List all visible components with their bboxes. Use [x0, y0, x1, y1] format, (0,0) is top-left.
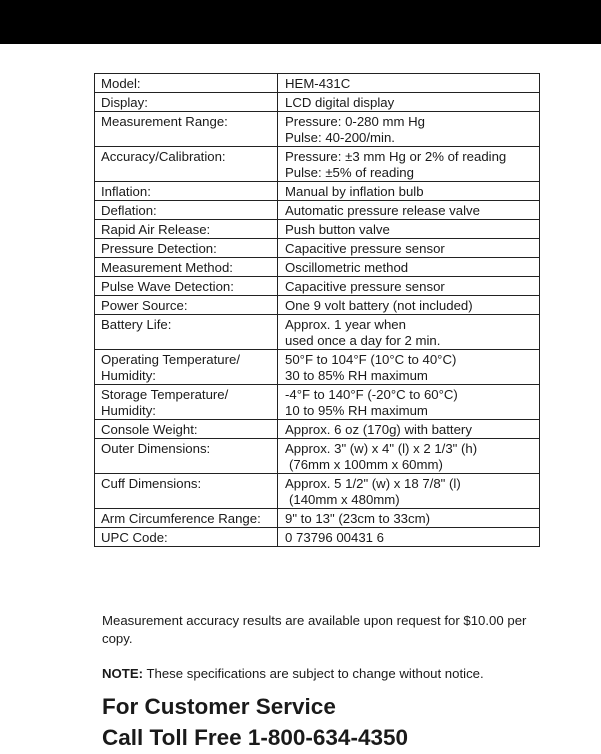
- spec-label: [95, 420, 278, 439]
- spec-row: [95, 182, 540, 201]
- spec-label: [95, 385, 278, 420]
- spec-label: [95, 112, 278, 147]
- spec-value: [278, 112, 540, 147]
- spec-value-line: 30 to 85% RH maximum: [285, 368, 428, 383]
- spec-label-line: Cuff Dimensions:: [101, 476, 202, 491]
- spec-value: [278, 74, 540, 93]
- spec-label-line: Display:: [101, 95, 148, 110]
- spec-label-line: Rapid Air Release:: [101, 222, 211, 237]
- spec-row: [95, 239, 540, 258]
- spec-row: [95, 258, 540, 277]
- spec-label-line: Measurement Method:: [101, 260, 233, 275]
- spec-value-line: 50°F to 104°F (10°C to 40°C): [285, 352, 457, 367]
- spec-value: [278, 528, 540, 547]
- spec-value: [278, 385, 540, 420]
- spec-value-line: Automatic pressure release valve: [285, 203, 480, 218]
- spec-label-line: Deflation:: [101, 203, 157, 218]
- spec-value-line: Approx. 1 year when: [285, 317, 406, 332]
- spec-label-line: Outer Dimensions:: [101, 441, 211, 456]
- spec-value-line: -4°F to 140°F (-20°C to 60°C): [285, 387, 458, 402]
- spec-value-line: Pressure: 0-280 mm Hg: [285, 114, 425, 129]
- spec-row: [95, 509, 540, 528]
- spec-label: [95, 315, 278, 350]
- top-black-bar: [0, 0, 601, 44]
- customer-service-phone: Call Toll Free 1-800-634-4350: [102, 725, 408, 750]
- spec-label: [95, 74, 278, 93]
- spec-label: [95, 296, 278, 315]
- spec-value: [278, 474, 540, 509]
- spec-value-line: used once a day for 2 min.: [285, 333, 441, 348]
- spec-row: [95, 474, 540, 509]
- spec-label: [95, 182, 278, 201]
- spec-value-line: Oscillometric method: [285, 260, 409, 275]
- spec-value-line: Pressure: ±3 mm Hg or 2% of reading: [285, 149, 507, 164]
- spec-label-line: Measurement Range:: [101, 114, 228, 129]
- spec-value-line: 9" to 13" (23cm to 33cm): [285, 511, 430, 526]
- spec-value: [278, 239, 540, 258]
- spec-label-line: Pressure Detection:: [101, 241, 217, 256]
- spec-value: [278, 258, 540, 277]
- spec-label: [95, 277, 278, 296]
- accuracy-note: Measurement accuracy results are available upon request for $10.00 per copy.: [102, 613, 527, 646]
- spec-label: [95, 528, 278, 547]
- spec-label-line: Arm Circumference Range:: [101, 511, 261, 526]
- spec-value-line: Capacitive pressure sensor: [285, 279, 445, 294]
- spec-label: [95, 474, 278, 509]
- spec-label-line: Accuracy/Calibration:: [101, 149, 226, 164]
- spec-value-line: One 9 volt battery (not included): [285, 298, 473, 313]
- spec-label: [95, 93, 278, 112]
- change-note: [102, 665, 484, 683]
- spec-label: [95, 239, 278, 258]
- spec-value-line: Pulse: ±5% of reading: [285, 165, 414, 180]
- spec-label-line: Inflation:: [101, 184, 151, 199]
- spec-row: [95, 93, 540, 112]
- spec-row: [95, 420, 540, 439]
- spec-row: [95, 220, 540, 239]
- spec-label-line: Console Weight:: [101, 422, 198, 437]
- spec-label: [95, 509, 278, 528]
- note-prefix: NOTE:: [102, 666, 144, 681]
- spec-value-line: LCD digital display: [285, 95, 395, 110]
- spec-row: [95, 385, 540, 420]
- spec-label: [95, 439, 278, 474]
- spec-label-line: Operating Temperature/: [101, 352, 241, 367]
- spec-label: [95, 201, 278, 220]
- spec-label-line: Storage Temperature/: [101, 387, 229, 402]
- customer-service-heading: For Customer Service: [102, 694, 336, 719]
- spec-value-line: Push button valve: [285, 222, 390, 237]
- spec-label: [95, 350, 278, 385]
- spec-value: [278, 220, 540, 239]
- spec-value: [278, 277, 540, 296]
- spec-label-line: Battery Life:: [101, 317, 172, 332]
- spec-row: [95, 315, 540, 350]
- spec-value: [278, 93, 540, 112]
- spec-value-line: 0 73796 00431 6: [285, 530, 385, 545]
- spec-row: [95, 74, 540, 93]
- spec-row: [95, 296, 540, 315]
- spec-value: [278, 296, 540, 315]
- spec-value-line: Approx. 3" (w) x 4" (l) x 2 1/3" (h): [285, 441, 478, 456]
- spec-label-line: Pulse Wave Detection:: [101, 279, 234, 294]
- spec-row: [95, 439, 540, 474]
- spec-row: [95, 277, 540, 296]
- spec-value: [278, 509, 540, 528]
- spec-value: [278, 439, 540, 474]
- spec-label: [95, 220, 278, 239]
- spec-value: [278, 315, 540, 350]
- spec-label-line: Humidity:: [101, 368, 156, 383]
- spec-value: [278, 350, 540, 385]
- spec-row: [95, 201, 540, 220]
- spec-value-line: (76mm x 100mm x 60mm): [289, 457, 443, 472]
- spec-value: [278, 420, 540, 439]
- spec-value-line: Approx. 6 oz (170g) with battery: [285, 422, 472, 437]
- spec-row: [95, 147, 540, 182]
- spec-value-line: Pulse: 40-200/min.: [285, 130, 395, 145]
- spec-label-line: Model:: [101, 76, 141, 91]
- spec-value-line: (140mm x 480mm): [289, 492, 400, 507]
- spec-label: [95, 258, 278, 277]
- specifications-table: [94, 73, 540, 547]
- spec-value-line: Approx. 5 1/2" (w) x 18 7/8" (l): [285, 476, 461, 491]
- spec-value-line: Capacitive pressure sensor: [285, 241, 445, 256]
- spec-value: [278, 182, 540, 201]
- spec-value-line: Manual by inflation bulb: [285, 184, 424, 199]
- spec-value-line: HEM-431C: [285, 76, 351, 91]
- spec-value: [278, 201, 540, 220]
- spec-value-line: 10 to 95% RH maximum: [285, 403, 428, 418]
- spec-row: [95, 350, 540, 385]
- spec-label: [95, 147, 278, 182]
- spec-value: [278, 147, 540, 182]
- spec-label-line: Humidity:: [101, 403, 156, 418]
- note-text: These specifications are subject to change without notice.: [143, 666, 484, 681]
- spec-row: [95, 112, 540, 147]
- spec-label-line: Power Source:: [101, 298, 188, 313]
- spec-row: [95, 528, 540, 547]
- spec-label-line: UPC Code:: [101, 530, 168, 545]
